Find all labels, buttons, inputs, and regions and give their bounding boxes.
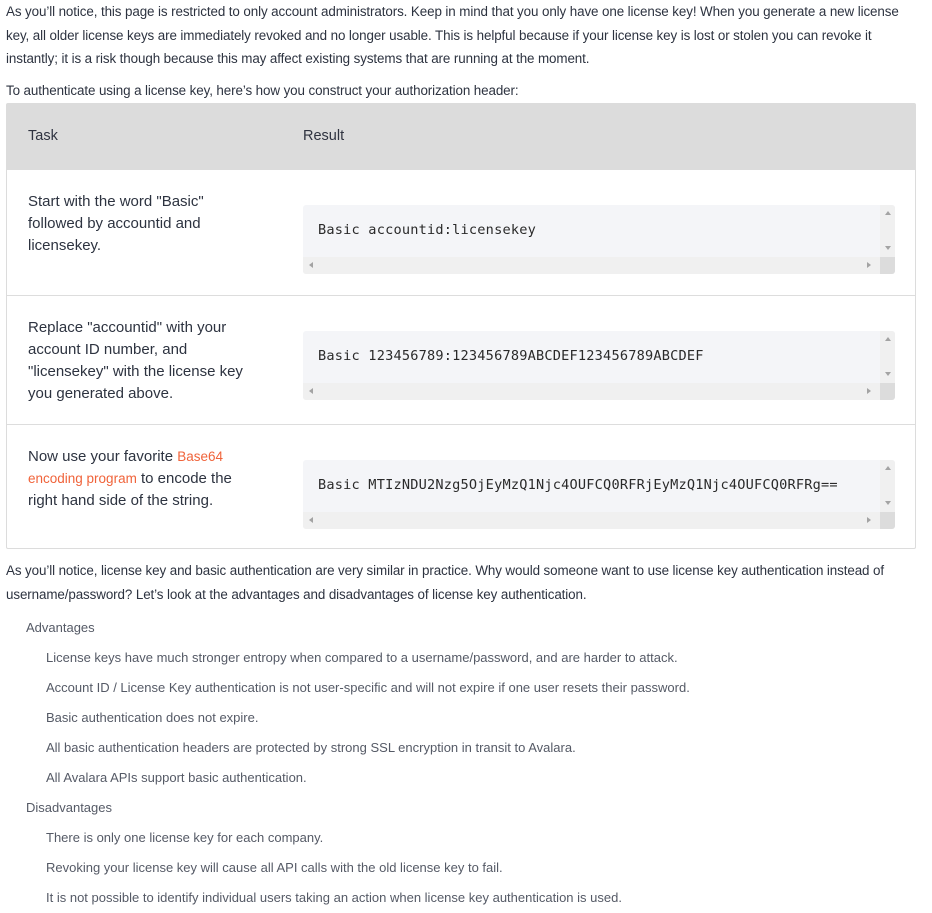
- scroll-down-arrow-icon[interactable]: [885, 246, 891, 250]
- intro-paragraph-authenticate: To authenticate using a license key, here’s how you construct your authorization header:: [6, 83, 519, 98]
- task-text-prefix: Now use your favorite: [28, 448, 178, 465]
- scroll-up-arrow-icon[interactable]: [885, 211, 891, 215]
- code-text: Basic accountid:licensekey: [318, 222, 536, 238]
- list-item: Revoking your license key will cause all API calls with the old license key to fail.: [46, 860, 503, 875]
- scroll-right-arrow-icon[interactable]: [867, 262, 871, 268]
- code-block: [303, 331, 895, 400]
- vertical-scrollbar[interactable]: [880, 205, 895, 257]
- list-item: All basic authentication headers are protected by strong SSL encryption in transit to Avalara.: [46, 740, 576, 755]
- scroll-left-arrow-icon[interactable]: [309, 517, 313, 523]
- list-item: License keys have much stronger entropy when compared to a username/password, and are harder to attack.: [46, 650, 678, 665]
- scroll-left-arrow-icon[interactable]: [309, 388, 313, 394]
- intro-paragraph-restricted: As you’ll notice, this page is restricted to only account administrators. Keep in mind that you only have one license key! When you generate a new license key, all older license keys are immediately revoked and no longer usable. This is helpful because if your license key is lost or stolen you can revoke it instantly; it is a risk though because this may affect existing systems that are running at the moment.: [6, 4, 899, 66]
- disadvantages-heading: Disadvantages: [26, 800, 112, 815]
- horizontal-scrollbar[interactable]: [303, 512, 880, 529]
- table-header: [7, 104, 915, 170]
- comparison-paragraph: As you’ll notice, license key and basic authentication are very similar in practice. Why would someone want to use license key authentication instead of username/password? Let’s look at the advantages and disadvantages of license key authentication.: [6, 563, 884, 602]
- code-text: Basic MTIzNDU2Nzg5OjEyMzQ1Njc4OUFCQ0RFRjEyMzQ1Njc4OUFCQ0RFRg==: [318, 477, 838, 493]
- task-cell: [28, 446, 258, 512]
- scrollbar-corner: [880, 383, 895, 400]
- scroll-down-arrow-icon[interactable]: [885, 501, 891, 505]
- column-header-result: Result: [303, 128, 345, 144]
- scroll-up-arrow-icon[interactable]: [885, 337, 891, 341]
- task-text-suffix: to encode the right hand side of the string.: [28, 470, 232, 509]
- scroll-up-arrow-icon[interactable]: [885, 466, 891, 470]
- table-row: [7, 424, 915, 549]
- vertical-scrollbar[interactable]: [880, 331, 895, 383]
- task-cell: Start with the word "Basic" followed by accountid and licensekey.: [28, 193, 204, 254]
- horizontal-scrollbar[interactable]: [303, 383, 880, 400]
- scrollbar-corner: [880, 257, 895, 274]
- scrollbar-corner: [880, 512, 895, 529]
- list-item: All Avalara APIs support basic authentication.: [46, 770, 307, 785]
- scroll-down-arrow-icon[interactable]: [885, 372, 891, 376]
- code-text: Basic 123456789:123456789ABCDEF123456789ABCDEF: [318, 348, 704, 364]
- column-header-task: Task: [28, 128, 58, 144]
- table-row: [7, 170, 915, 295]
- list-item: There is only one license key for each company.: [46, 830, 324, 845]
- vertical-scrollbar[interactable]: [880, 460, 895, 512]
- advantages-heading: Advantages: [26, 620, 95, 635]
- list-item: It is not possible to identify individual users taking an action when license key authentication is used.: [46, 890, 622, 905]
- code-block: [303, 205, 895, 274]
- scroll-right-arrow-icon[interactable]: [867, 517, 871, 523]
- list-item: Account ID / License Key authentication is not user-specific and will not expire if one user resets their password.: [46, 680, 690, 695]
- table-row: [7, 295, 915, 424]
- horizontal-scrollbar[interactable]: [303, 257, 880, 274]
- base64-encoding-link[interactable]: Base64 encoding program: [28, 449, 224, 486]
- scroll-left-arrow-icon[interactable]: [309, 262, 313, 268]
- code-block: [303, 460, 895, 529]
- task-cell: Replace "accountid" with your account ID number, and "licensekey" with the license key you generated above.: [28, 319, 243, 402]
- scroll-right-arrow-icon[interactable]: [867, 388, 871, 394]
- list-item: Basic authentication does not expire.: [46, 710, 259, 725]
- authorization-header-table: [6, 103, 916, 549]
